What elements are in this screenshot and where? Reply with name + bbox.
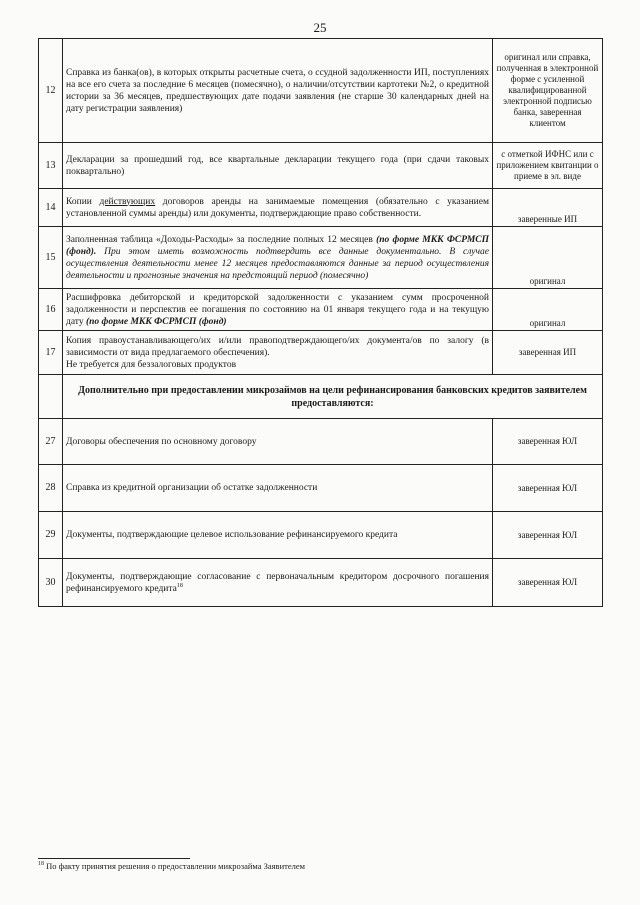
empty-cell [39,375,63,419]
row-number: 28 [39,465,63,512]
desc-bold-italic: (по форме МКК ФСРМСП (фонд) [85,316,227,327]
page-number: 25 [313,20,327,35]
row-form: оригинал [493,289,603,331]
table-row [39,227,603,289]
row-description [63,289,493,331]
row-form: заверенная ЮЛ [493,512,603,559]
desc-italic: При этом иметь возможность подтвердить все данные документально. В случае осуществления деятельности менее 12 месяцев предоставляются данные за период осуществления деятельности и прогнозные значения на предстоящий период (помесячно) [66,246,489,281]
row-number: 27 [39,419,63,465]
table-row [39,39,603,143]
row-form: заверенная ЮЛ [493,419,603,465]
section-header-row [39,375,603,419]
row-form: заверенная ИП [493,331,603,375]
row-description: Декларации за прошедший год, все квартальные декларации текущего года (при сдачи таковых поквартально) [63,143,493,189]
desc-text: Документы, подтверждающие согласование с первоначальным кредитором досрочного погашения рефинансируемого кредита [66,571,489,594]
table-row [39,419,603,465]
row-number: 13 [39,143,63,189]
footnote-text: По факту принятия решения о предоставлении микрозайма Заявителем [44,861,306,871]
table-row [39,189,603,227]
table-row [39,559,603,607]
table-row [39,331,603,375]
footnote-rule [38,858,190,859]
desc-text: Заполненная таблица «Доходы-Расходы» за последние полных 12 месяцев [66,234,377,245]
row-description [63,331,493,375]
row-description: Документы, подтверждающие целевое использование рефинансируемого кредита [63,512,493,559]
desc-text: Расшифровка дебиторской и кредиторской задолженности с указанием сумм просроченной задолженности и перспектив ее погашения по состоянию на 01 января текущего года и на текущую дату [66,292,489,327]
row-description [63,559,493,607]
desc-text: Не требуется для беззалоговых продуктов [66,359,237,370]
footnote-marker: 18 [38,861,44,868]
desc-underlined: действующих [99,196,156,207]
footnote [38,861,305,871]
row-form: заверенные ИП [493,189,603,227]
table-row [39,465,603,512]
row-number: 14 [39,189,63,227]
row-form: с отметкой ИФНС или с приложением квитанции о приеме в эл. виде [493,143,603,189]
desc-bold-italic: (по форме МКК ФСРМСП (фонд). [66,234,490,257]
table-row [39,289,603,331]
table-row [39,512,603,559]
documents-table [38,38,603,607]
row-form: заверенная ЮЛ [493,465,603,512]
row-form: оригинал [493,227,603,289]
row-number: 12 [39,39,63,143]
footnote-ref: 18 [176,582,183,589]
row-form: заверенная ЮЛ [493,559,603,607]
desc-text: Копии [66,196,100,207]
row-number: 30 [39,559,63,607]
row-description: Договоры обеспечения по основному договору [63,419,493,465]
row-description [63,227,493,289]
row-number: 17 [39,331,63,375]
row-description [63,189,493,227]
desc-text: Копия правоустанавливающего/их и/или правоподтверждающего/их документа/ов по залогу (в зависимости от вида предлагаемого обеспечения). [66,335,489,358]
table-row [39,143,603,189]
row-description: Справка из банка(ов), в которых открыты расчетные счета, о ссудной задолженности ИП, поступлениях на все его счета за последние 6 месяцев (помесячно), о наличии/отсутствии картотеки №2, о кредитной истории за 36 месяцев, предшествующих дате подачи заявления (не старше 30 календарных дней на дату регистрации заявления) [63,39,493,143]
row-number: 15 [39,227,63,289]
desc-text: договоров аренды на занимаемые помещения (обязательно с указанием установленной суммы аренды) или документы, подтверждающие право собственности. [66,196,489,219]
row-description: Справка из кредитной организации об остатке задолженности [63,465,493,512]
row-number: 29 [39,512,63,559]
row-number: 16 [39,289,63,331]
section-header: Дополнительно при предоставлении микрозаймов на цели рефинансирования банковских кредитов заявителем предоставляются: [63,375,603,419]
row-form: оригинал или справка, полученная в электронной форме с усиленной квалифицированной электронной подписью банка, заверенная клиентом [493,39,603,143]
